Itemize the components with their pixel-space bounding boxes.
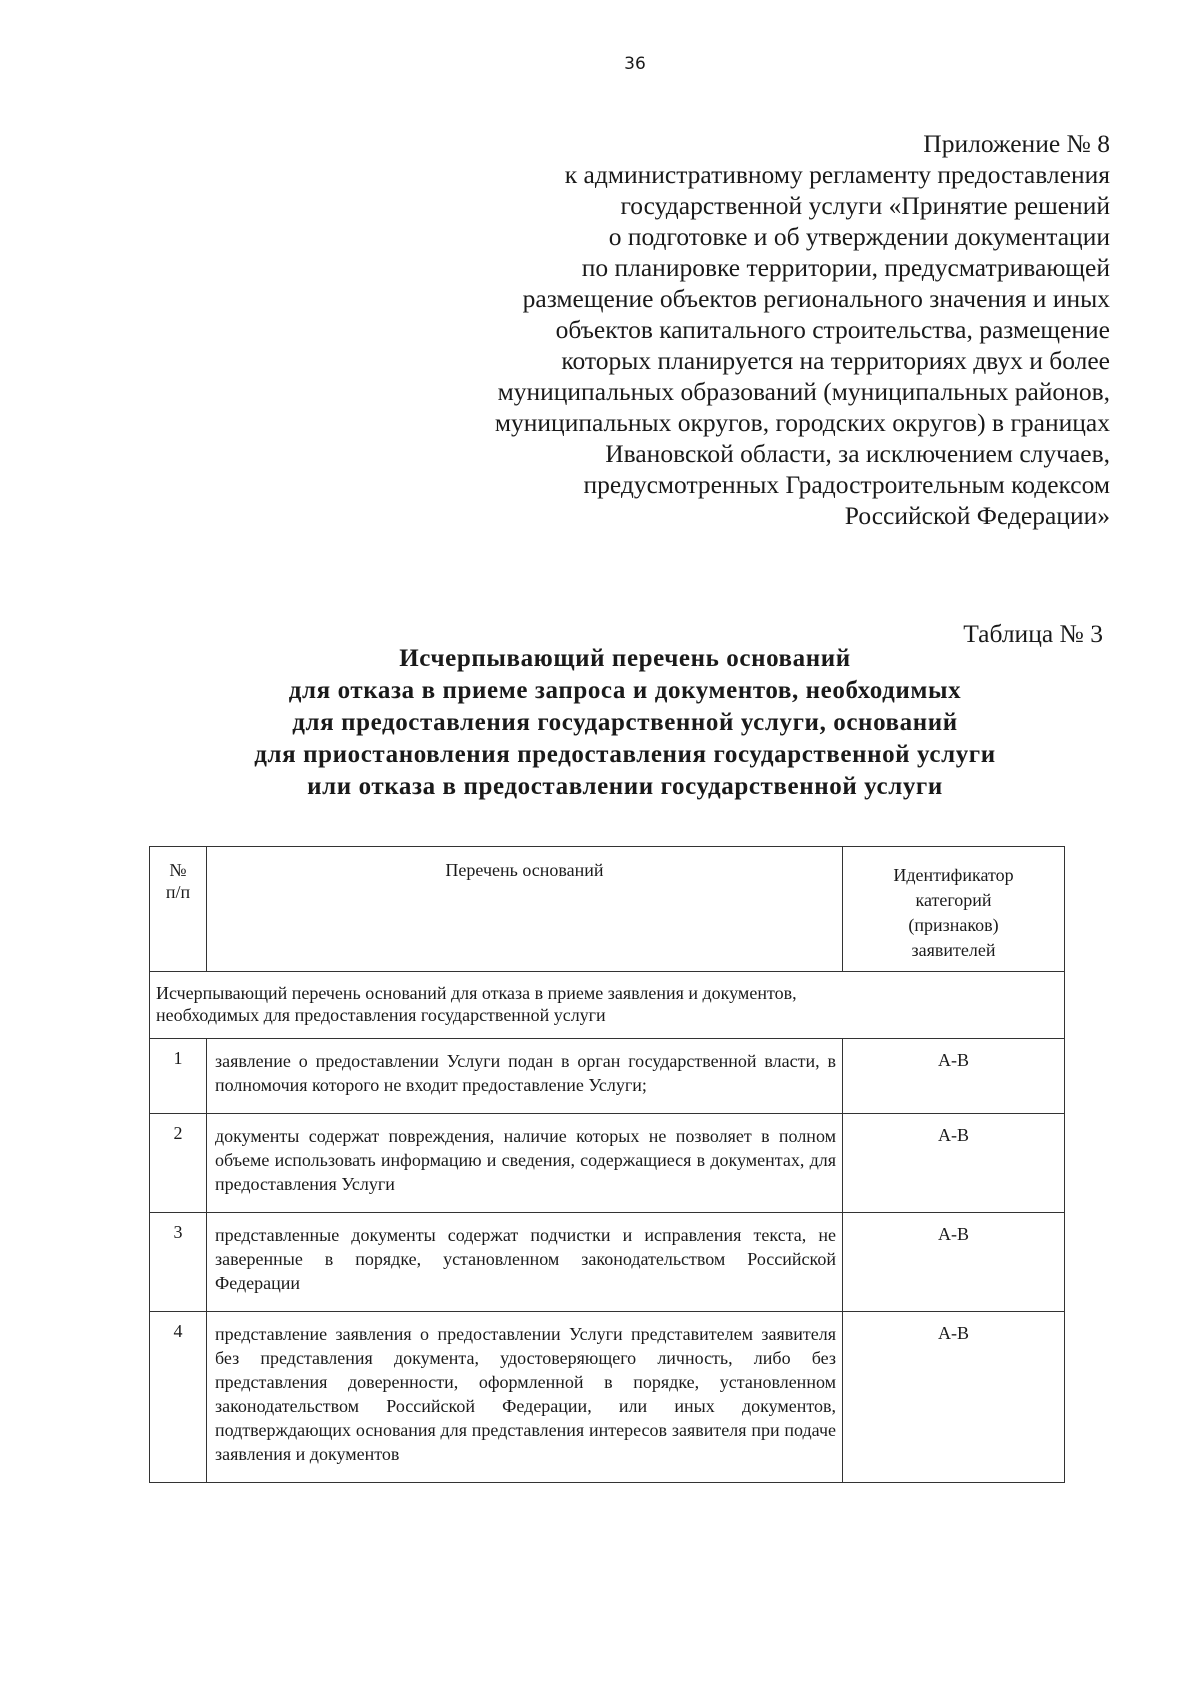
table-label: Таблица № 3 (963, 619, 1103, 648)
row-id: А-В (843, 1213, 1065, 1312)
row-text: представленные документы содержат подчистки и исправления текста, не заверенные в порядке, установленном законодательством Российской Федерации (207, 1213, 843, 1312)
appendix-line: муниципальных округов, городских округов) в границах (494, 408, 1110, 437)
grounds-table (149, 846, 1065, 1483)
appendix-line: муниципальных образований (муниципальных районов, (497, 377, 1110, 406)
table-row (150, 1039, 1065, 1114)
header-identifier: Идентификатор категорий (признаков) заявителей (843, 847, 1065, 972)
header-num: № п/п (150, 847, 207, 972)
table-row (150, 1312, 1065, 1483)
row-num: 3 (150, 1213, 207, 1312)
title-line: для предоставления государственной услуги, оснований (292, 709, 958, 736)
appendix-heading (350, 128, 1110, 531)
title-line: для приостановления предоставления государственной услуги (254, 741, 996, 768)
row-num: 1 (150, 1039, 207, 1114)
title-line: или отказа в предоставлении государственной услуги (307, 773, 943, 800)
row-text: документы содержат повреждения, наличие которых не позволяет в полном объеме использовать информацию и сведения, содержащиеся в документах, для предоставления Услуги (207, 1114, 843, 1213)
row-id: А-В (843, 1312, 1065, 1483)
section-title: Исчерпывающий перечень оснований для отказа в приеме заявления и документов, необходимых для предоставления государственной услуги (150, 972, 1065, 1039)
row-id: А-В (843, 1114, 1065, 1213)
page-number: 36 (624, 54, 646, 74)
header-grounds: Перечень оснований (207, 847, 843, 972)
appendix-line: о подготовке и об утверждении документации (608, 222, 1110, 251)
row-num: 2 (150, 1114, 207, 1213)
row-text: представление заявления о предоставлении Услуги представителем заявителя без представления документа, удостоверяющего личность, либо без представления доверенности, оформленной в порядке, установленном законодательством Российской Федерации, или иных документов, подтверждающих основания для представления интересов заявителя при подаче заявления и документов (207, 1312, 843, 1483)
title-line: Исчерпывающий перечень оснований (399, 645, 851, 672)
table-title (130, 643, 1120, 803)
appendix-line: Ивановской области, за исключением случаев, (605, 439, 1110, 468)
table-row (150, 1114, 1065, 1213)
row-num: 4 (150, 1312, 207, 1483)
appendix-line: предусмотренных Градостроительным кодексом (583, 470, 1110, 499)
appendix-line: Российской Федерации» (844, 501, 1110, 530)
appendix-line: размещение объектов регионального значения и иных (522, 284, 1110, 313)
table-header-row (150, 847, 1065, 972)
appendix-line: которых планируется на территориях двух и более (561, 346, 1110, 375)
section-row (150, 972, 1065, 1039)
appendix-line: объектов капитального строительства, размещение (555, 315, 1110, 344)
appendix-line: государственной услуги «Принятие решений (620, 191, 1110, 220)
appendix-line: по планировке территории, предусматривающей (581, 253, 1110, 282)
row-id: А-В (843, 1039, 1065, 1114)
row-text: заявление о предоставлении Услуги подан в орган государственной власти, в полномочия которого не входит предоставление Услуги; (207, 1039, 843, 1114)
appendix-line: Приложение № 8 (923, 129, 1110, 158)
appendix-line: к административному регламенту предоставления (564, 160, 1110, 189)
title-line: для отказа в приеме запроса и документов, необходимых (288, 677, 962, 704)
table-row (150, 1213, 1065, 1312)
